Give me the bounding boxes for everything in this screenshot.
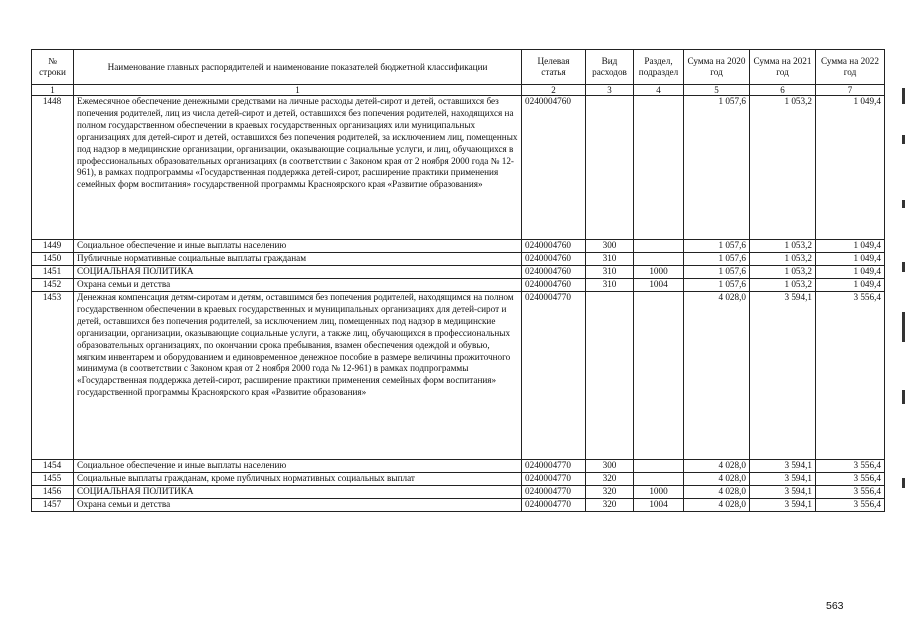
row-sum-2022: 3 556,4: [816, 292, 885, 460]
row-name: СОЦИАЛЬНАЯ ПОЛИТИКА: [74, 486, 522, 499]
table-row: [32, 279, 885, 292]
row-expense-type: [586, 292, 634, 460]
row-expense-type: 310: [586, 266, 634, 279]
row-expense-type: 310: [586, 279, 634, 292]
page-number: 563: [826, 600, 844, 612]
row-sum-2020: 1 057,6: [684, 279, 750, 292]
table-row: [32, 96, 885, 240]
row-sum-2022: 1 049,4: [816, 240, 885, 253]
row-sum-2022: 3 556,4: [816, 460, 885, 473]
header-sum-2020: Сумма на 2020 год: [684, 50, 750, 85]
row-section: 1000: [634, 266, 684, 279]
row-expense-type: [586, 96, 634, 240]
row-name: Ежемесячное обеспечение денежными средствами на личные расходы детей-сирот и детей, оставшихся без попечения родителей, лиц из числа детей-сирот и детей, оставшихся без попечения родителей, находящихся на полном государственном обеспечении в краевых государственных организациях или муниципальных организациях для детей-сирот и детей, оставшихся без попечения родителей, за исключением лиц, помещенных под надзор в медицинские организации, организации, оказывающие социальные услуги, и лиц, обучающихся в профессиональных образовательных организациях (в соответствии с Законом края от 2 ноября 2000 года № 12-961), в рамках подпрограммы «Государственная поддержка детей-сирот, расширение практики применения семейных форм воспитания» государственной программы Красноярского края «Развитие образования»: [74, 96, 522, 240]
row-number: 1448: [32, 96, 74, 240]
row-name: СОЦИАЛЬНАЯ ПОЛИТИКА: [74, 266, 522, 279]
row-expense-type: 300: [586, 460, 634, 473]
row-sum-2021: 1 053,2: [750, 240, 816, 253]
row-sum-2020: 1 057,6: [684, 266, 750, 279]
row-target-article: 0240004760: [522, 253, 586, 266]
row-number: 1457: [32, 499, 74, 512]
row-sum-2020: 4 028,0: [684, 499, 750, 512]
budget-table: [31, 49, 885, 512]
row-section: [634, 240, 684, 253]
row-target-article: 0240004760: [522, 266, 586, 279]
row-target-article: 0240004770: [522, 499, 586, 512]
row-section: 1004: [634, 279, 684, 292]
row-name: Социальное обеспечение и иные выплаты населению: [74, 460, 522, 473]
column-number: 2: [522, 85, 586, 96]
row-number: 1453: [32, 292, 74, 460]
row-name: Денежная компенсация детям-сиротам и детям, оставшимся без попечения родителей, находящимся на полном государственном обеспечении в краевых государственных и муниципальных организациях для детей-сирот и детей, оставшихся без попечения родителей, за исключением лиц, помещенных под надзор в медицинские организации, организации, оказывающие социальные услуги, а также лиц, обучающихся в профессиональных образовательных организациях, по окончании срока пребывания, взамен обеспечения одеждой и обувью, мягким инвентарем и оборудованием и единовременное денежное пособие в размере величины прожиточного минимума (в соответствии с Законом края от 2 ноября 2000 года № 12-961) в рамках подпрограммы «Государственная поддержка детей-сирот, расширение практики применения семейных форм воспитания» государственной программы Красноярского края «Развитие образования»: [74, 292, 522, 460]
header-name: Наименование главных распорядителей и наименование показателей бюджетной классификации: [74, 50, 522, 85]
row-target-article: 0240004770: [522, 292, 586, 460]
row-expense-type: 320: [586, 473, 634, 486]
row-sum-2022: 1 049,4: [816, 253, 885, 266]
column-number: 1: [74, 85, 522, 96]
column-number: 3: [586, 85, 634, 96]
row-target-article: 0240004770: [522, 460, 586, 473]
row-number: 1451: [32, 266, 74, 279]
row-name: Социальное обеспечение и иные выплаты населению: [74, 240, 522, 253]
row-section: [634, 96, 684, 240]
row-target-article: 0240004760: [522, 96, 586, 240]
row-number: 1450: [32, 253, 74, 266]
column-number: 6: [750, 85, 816, 96]
row-target-article: 0240004770: [522, 473, 586, 486]
row-expense-type: 320: [586, 499, 634, 512]
row-sum-2020: 1 057,6: [684, 96, 750, 240]
row-sum-2022: 1 049,4: [816, 96, 885, 240]
row-number: 1452: [32, 279, 74, 292]
table-header-row: [32, 50, 885, 85]
table-row: [32, 253, 885, 266]
table-row: [32, 473, 885, 486]
header-row-number: № строки: [32, 50, 74, 85]
column-number: 7: [816, 85, 885, 96]
row-sum-2021: 3 594,1: [750, 473, 816, 486]
row-section: 1000: [634, 486, 684, 499]
row-sum-2022: 3 556,4: [816, 486, 885, 499]
table-row: [32, 292, 885, 460]
row-section: 1004: [634, 499, 684, 512]
table-row: [32, 486, 885, 499]
row-name: Социальные выплаты гражданам, кроме публичных нормативных социальных выплат: [74, 473, 522, 486]
column-number-row: [32, 85, 885, 96]
row-number: 1454: [32, 460, 74, 473]
header-expense-type: Вид расходов: [586, 50, 634, 85]
table-row: [32, 266, 885, 279]
row-expense-type: 300: [586, 240, 634, 253]
row-target-article: 0240004760: [522, 240, 586, 253]
header-sum-2022: Сумма на 2022 год: [816, 50, 885, 85]
column-number: 1: [32, 85, 74, 96]
column-number: 4: [634, 85, 684, 96]
row-number: 1449: [32, 240, 74, 253]
table-row: [32, 240, 885, 253]
row-section: [634, 292, 684, 460]
row-sum-2022: 3 556,4: [816, 473, 885, 486]
table-row: [32, 460, 885, 473]
row-sum-2020: 4 028,0: [684, 460, 750, 473]
row-number: 1455: [32, 473, 74, 486]
row-section: [634, 253, 684, 266]
row-expense-type: 310: [586, 253, 634, 266]
row-section: [634, 473, 684, 486]
row-sum-2021: 1 053,2: [750, 279, 816, 292]
row-target-article: 0240004770: [522, 486, 586, 499]
header-section: Раздел, подраздел: [634, 50, 684, 85]
row-sum-2021: 3 594,1: [750, 292, 816, 460]
row-sum-2021: 3 594,1: [750, 460, 816, 473]
row-sum-2022: 1 049,4: [816, 266, 885, 279]
row-section: [634, 460, 684, 473]
row-name: Охрана семьи и детства: [74, 279, 522, 292]
row-name: Публичные нормативные социальные выплаты гражданам: [74, 253, 522, 266]
row-sum-2021: 3 594,1: [750, 499, 816, 512]
row-sum-2020: 4 028,0: [684, 486, 750, 499]
header-sum-2021: Сумма на 2021 год: [750, 50, 816, 85]
row-sum-2020: 1 057,6: [684, 253, 750, 266]
row-sum-2020: 4 028,0: [684, 292, 750, 460]
row-sum-2021: 3 594,1: [750, 486, 816, 499]
row-sum-2022: 1 049,4: [816, 279, 885, 292]
row-sum-2021: 1 053,2: [750, 96, 816, 240]
row-target-article: 0240004760: [522, 279, 586, 292]
row-sum-2020: 1 057,6: [684, 240, 750, 253]
row-number: 1456: [32, 486, 74, 499]
row-sum-2020: 4 028,0: [684, 473, 750, 486]
row-sum-2022: 3 556,4: [816, 499, 885, 512]
table-row: [32, 499, 885, 512]
header-target-article: Целевая статья: [522, 50, 586, 85]
row-name: Охрана семьи и детства: [74, 499, 522, 512]
row-sum-2021: 1 053,2: [750, 266, 816, 279]
column-number: 5: [684, 85, 750, 96]
row-sum-2021: 1 053,2: [750, 253, 816, 266]
row-expense-type: 320: [586, 486, 634, 499]
